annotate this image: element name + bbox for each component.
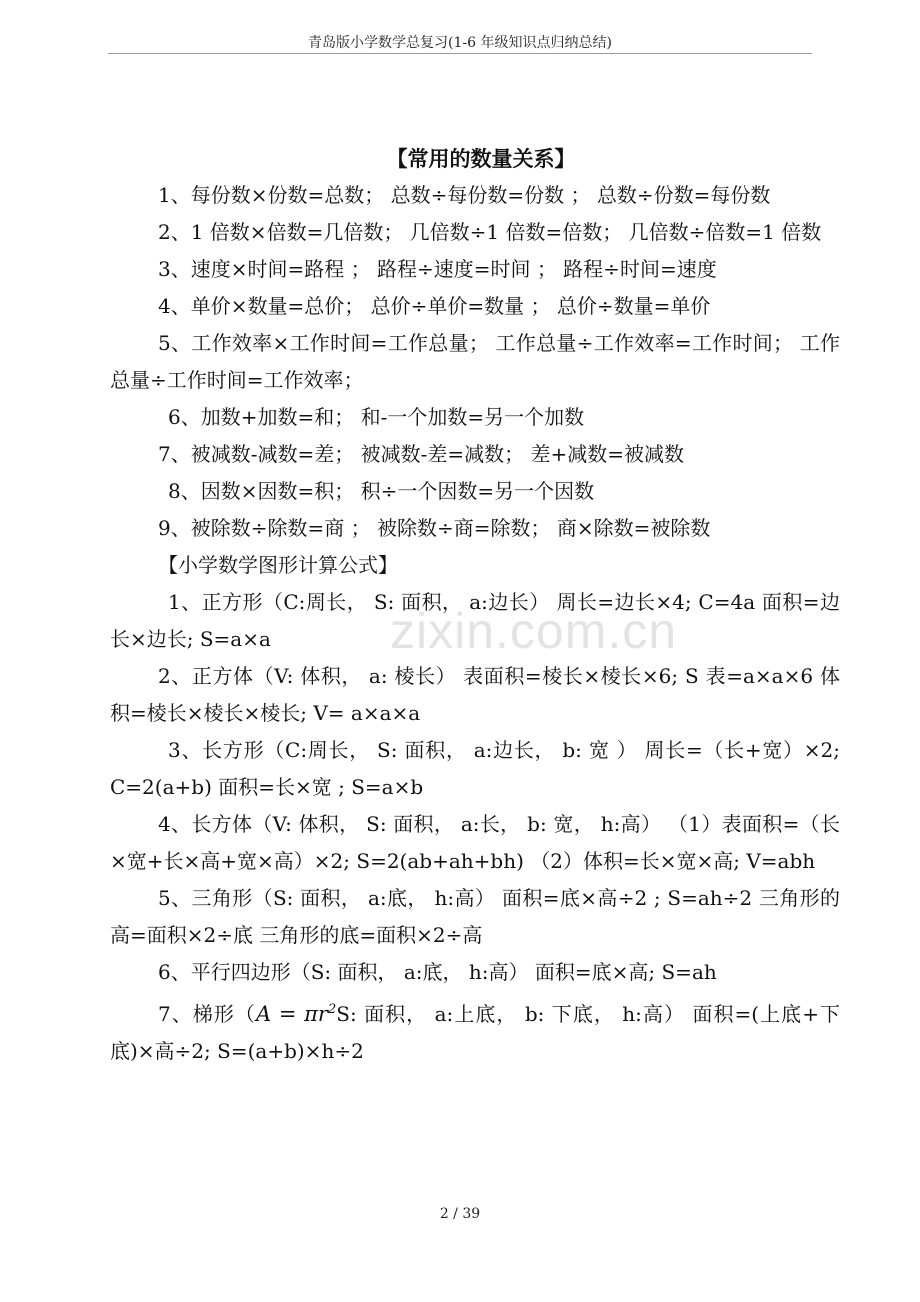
formula-item-cuboid: 4、长方体（V: 体积， S: 面积， a:长， b: 宽， h:高） （1）表面积=（长×宽+长×高+宽×高）×2; S=2(ab+ah+bh) （2）体积=长×宽×高; V=abh bbox=[110, 812, 840, 873]
formula-item-triangle: 5、三角形（S: 面积， a:底， h:高） 面积=底×高÷2 ; S=ah÷2 三角形的高=面积×2÷底 三角形的底=面积×2÷高 bbox=[110, 886, 840, 947]
relation-item-1: 1、每份数×份数=总数； 总数÷每份数=份数 ； 总数÷份数=每份数 bbox=[158, 183, 771, 207]
formula-item-rectangle: 3、长方形（C:周长， S: 面积， a:边长， b: 宽 ） 周长=（长+宽）×2; C=2(a+b) 面积=长×宽 ; S=a×b bbox=[110, 738, 840, 799]
relation-item-8: 8、因数×因数=积； 积÷一个因数=另一个因数 bbox=[168, 479, 595, 503]
formula-exponent: 2 bbox=[327, 1002, 337, 1017]
trapezoid-prefix: 7、梯形（ bbox=[158, 1002, 256, 1026]
relation-item-7: 7、被减数-减数=差； 被减数-差=减数； 差+减数=被减数 bbox=[158, 442, 684, 466]
formula-item-cube: 2、正方体（V: 体积， a: 棱长） 表面积=棱长×棱长×6; S 表=a×a×6 体积=棱长×棱长×棱长; V= a×a×a bbox=[110, 664, 840, 725]
circle-area-formula bbox=[256, 1002, 336, 1026]
trapezoid-rest: S: 面积， a:上底， b: 下底， h:高） 面积=(上底+下底)×高÷2; S=(a+b)×h÷2 bbox=[110, 1002, 841, 1063]
document-body bbox=[110, 140, 840, 1070]
formula-item-parallelogram: 6、平行四边形（S: 面积， a:底， h:高） 面积=底×高; S=ah bbox=[158, 960, 717, 984]
relation-item-5: 5、工作效率×工作时间=工作总量； 工作总量÷工作效率=工作时间； 工作总量÷工作时间=工作效率； bbox=[110, 331, 840, 392]
relation-item-6: 6、加数+加数=和； 和-一个加数=另一个加数 bbox=[168, 405, 585, 429]
relation-item-4: 4、单价×数量=总价； 总价÷单价=数量 ； 总价÷数量=单价 bbox=[158, 294, 711, 318]
formula-item-square: 1、正方形（C:周长， S: 面积， a:边长） 周长=边长×4; C=4a 面积=边长×边长; S=a×a bbox=[110, 590, 840, 651]
watermark: zixin.com.cn bbox=[390, 603, 678, 659]
formula-item-trapezoid bbox=[110, 991, 840, 1070]
relation-item-3: 3、速度×时间=路程 ； 路程÷速度=时间 ； 路程÷时间=速度 bbox=[158, 257, 717, 281]
page-number: 2 / 39 bbox=[439, 1206, 481, 1222]
section-title-quantity-relations: 【常用的数量关系】 bbox=[386, 146, 576, 171]
relation-item-2: 2、1 倍数×倍数=几倍数； 几倍数÷1 倍数=倍数； 几倍数÷倍数=1 倍数 bbox=[158, 220, 822, 244]
formula-base: A = πr bbox=[255, 1002, 328, 1026]
section-title-geometry-formulas: 【小学数学图形计算公式】 bbox=[158, 553, 398, 577]
page-header: 青岛版小学数学总复习(1-6 年级知识点归纳总结) bbox=[108, 32, 812, 54]
relation-item-9: 9、被除数÷除数=商 ； 被除数÷商=除数； 商×除数=被除数 bbox=[158, 516, 711, 540]
